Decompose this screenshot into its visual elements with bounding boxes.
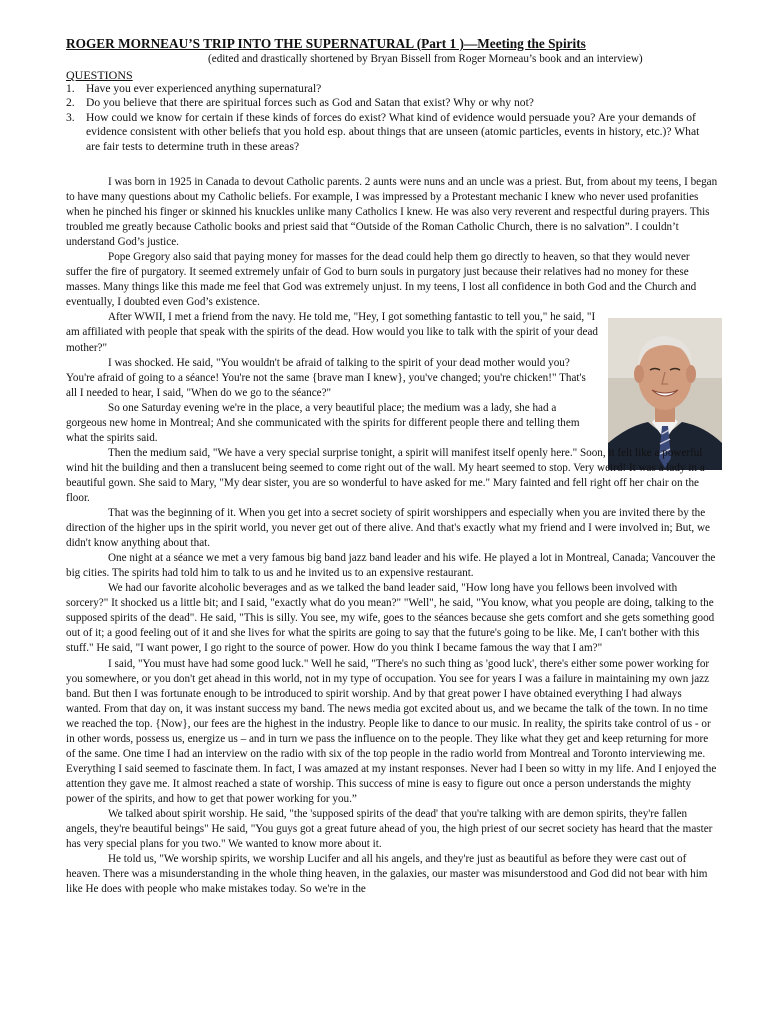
question-text: How could we know for certain if these kinds of forces do exist? What kind of evidence would persuade you? Are your demands of evidence consistent with other beliefs that you hold esp. about things that are unseen (atomic particles, events in history, etc.)? What are fair tests to determine truth in these areas? (86, 110, 700, 153)
questions-heading: QUESTIONS (66, 68, 133, 82)
paragraph: After WWII, I met a friend from the navy. He told me, "Hey, I got something fantastic to tell you," he said, "I am affiliated with people that speak with the spirits of the dead. How would you like to talk with the spirit of your dead mother?" (66, 311, 598, 354)
question-number: 1. (66, 82, 75, 95)
paragraph: Pope Gregory also said that paying money for masses for the dead could help them go directly to heaven, so that they would never suffer the fire of purgatory. It seemed extremely unfair of God to burn souls in purgatory just because their relatives had no money for these masses. Many things like this made me feel that God was extremely unjust. In my teens, I lost all confidence in both God and the Church and eventually, I doubted even God’s existence. (66, 251, 697, 309)
question-number: 2. (66, 96, 75, 110)
paragraph: I was shocked. He said, "You wouldn't be afraid of talking to the spirit of your dead mother would you? You're afraid of going to a séance! You're not the same {brave man I knew}, you've changed; you're chicken!" That's all I needed to hear, I said, "When do we go to the séance?" (66, 356, 586, 399)
document-subtitle: (edited and drastically shortened by Bryan Bissell from Roger Morneau’s book and an interview) (208, 53, 643, 65)
paragraph: We had our favorite alcoholic beverages and as we talked the band leader said, "How long have you fellows been involved with sorcery?" It shocked us a little bit; and I said, "exactly what do you mean?" "Well", he said, "You know, what you people are doing, talking to the supposed spirits of the dead". He said, "This is silly. You see, my wife, goes to the séances because she gets comfort and she gets something good out of it; a good feeling out of it and she lives for what the spirits are going to say that the future's going to be like. Me, I can't bother with this stuff." He said, "I want power, I go right to the source of power. How do you think I became famous the way that I am?" (66, 582, 715, 655)
question-item (66, 96, 716, 110)
paragraph: Then the medium said, "We have a very special surprise tonight, a spirit will manifest itself openly here." Soon, it felt like a powerful wind hit the building and then a translucent being seemed to come right out of the wall. My heart seemed to stop. Very weird! It was a lady in a beautiful gown. She said to Mary, "My dear sister, you are so wonderful to have asked for me." Mary fainted and fell right off her chair on the floor. (66, 446, 705, 504)
article-body (66, 175, 718, 897)
question-text: Have you ever experienced anything supernatural? (86, 82, 322, 95)
paragraph: We talked about spirit worship. He said, "the 'supposed spirits of the dead' that you're talking with are demon spirits, they're fallen angels, they're beautiful beings" He said, "You guys got a great future ahead of you, the high priest of our secret society has heard that the master has very special plans for you two." We wanted to know more about it. (66, 807, 713, 851)
paragraph: So one Saturday evening we're in the place, a very beautiful place; the medium was a lady, she had a gorgeous new home in Montreal; And she communicated with the spirits for different people there and telling them what the spirits said. (66, 401, 580, 444)
question-number: 3. (66, 110, 75, 124)
paragraph: He told us, "We worship spirits, we worship Lucifer and all his angels, and they're just as beautiful as before they were cast out of heaven. There was a misunderstanding in the whole thing heaven, in the galaxies, our master was misunderstood and God did not bear with him like He does with people who make mistakes today. So we're in the (66, 853, 708, 896)
document-title: ROGER MORNEAU’S TRIP INTO THE SUPERNATURAL (Part 1 )—Meeting the Spirits (66, 36, 586, 51)
paragraph: That was the beginning of it. When you get into a secret society of spirit worshippers and especially when you are invited there by the direction of the higher ups in the spirit world, you never get out of there alive. And that's exactly what my friend and I were involved in; But, we didn't know anything about that. (66, 507, 710, 550)
question-item (66, 111, 716, 154)
paragraph: I said, "You must have had some good luck." Well he said, "There's no such thing as 'good luck', there's either some power working for you somewhere, or you don't get ahead in this world, not in my type of occupation. You see for years I was a failure in maintaining my own jazz band. But then I was fortunate enough to be introduced to spirit worship. And by that great power I have obtained everything I had always wanted. From that day on, it was instant success my band. The news media got excited about us, and we became the talk of the town. In no time we reached the top. {Now}, our fees are the highest in the industry. People like to dance to our music. In reality, the spirits take control of us - or in other words, possess us, energize us – and in turn we pass the influence on to the people. They like what they get and keep returning for more of the same. One time I had an interview on the radio with six of the top people in the radio world from Montreal and Toronto interviewing me. Everything I said seemed to fascinate them. In fact, I was amazed at my instant responses. Never had I been so witty in my life. And I enjoyed the attention they gave me. It almost reached a state of worship. This success of mine is easy to figure out once a person understands the mighty power of the spirits, and how to get that power working for you.” (66, 657, 717, 805)
paragraph: I was born in 1925 in Canada to devout Catholic parents. 2 aunts were nuns and an uncle was a priest. But, from about my teens, I began to have many questions about my Catholic beliefs. For example, I was impressed by a Protestant mechanic I knew who never used profanities when he pinched his finger or skinned his knuckles unlike many Catholics I knew. He was also very reverent and respectful during prayers. This troubled me greatly because Catholic books and priest said that “Outside of the Roman Catholic Church, there is no salvation”. I couldn’t understand God’s justice. (66, 176, 718, 249)
paragraph: One night at a séance we met a very famous big band jazz band leader and his wife. He played a lot in Montreal, Canada; Vancouver the big cities. The spirits had told him to talk to us and he invited us to an expensive restaurant. (66, 552, 716, 580)
questions-list (66, 82, 716, 154)
question-text: Do you believe that there are spiritual forces such as God and Satan that exist? Why or why not? (86, 96, 534, 110)
question-item (66, 82, 716, 96)
